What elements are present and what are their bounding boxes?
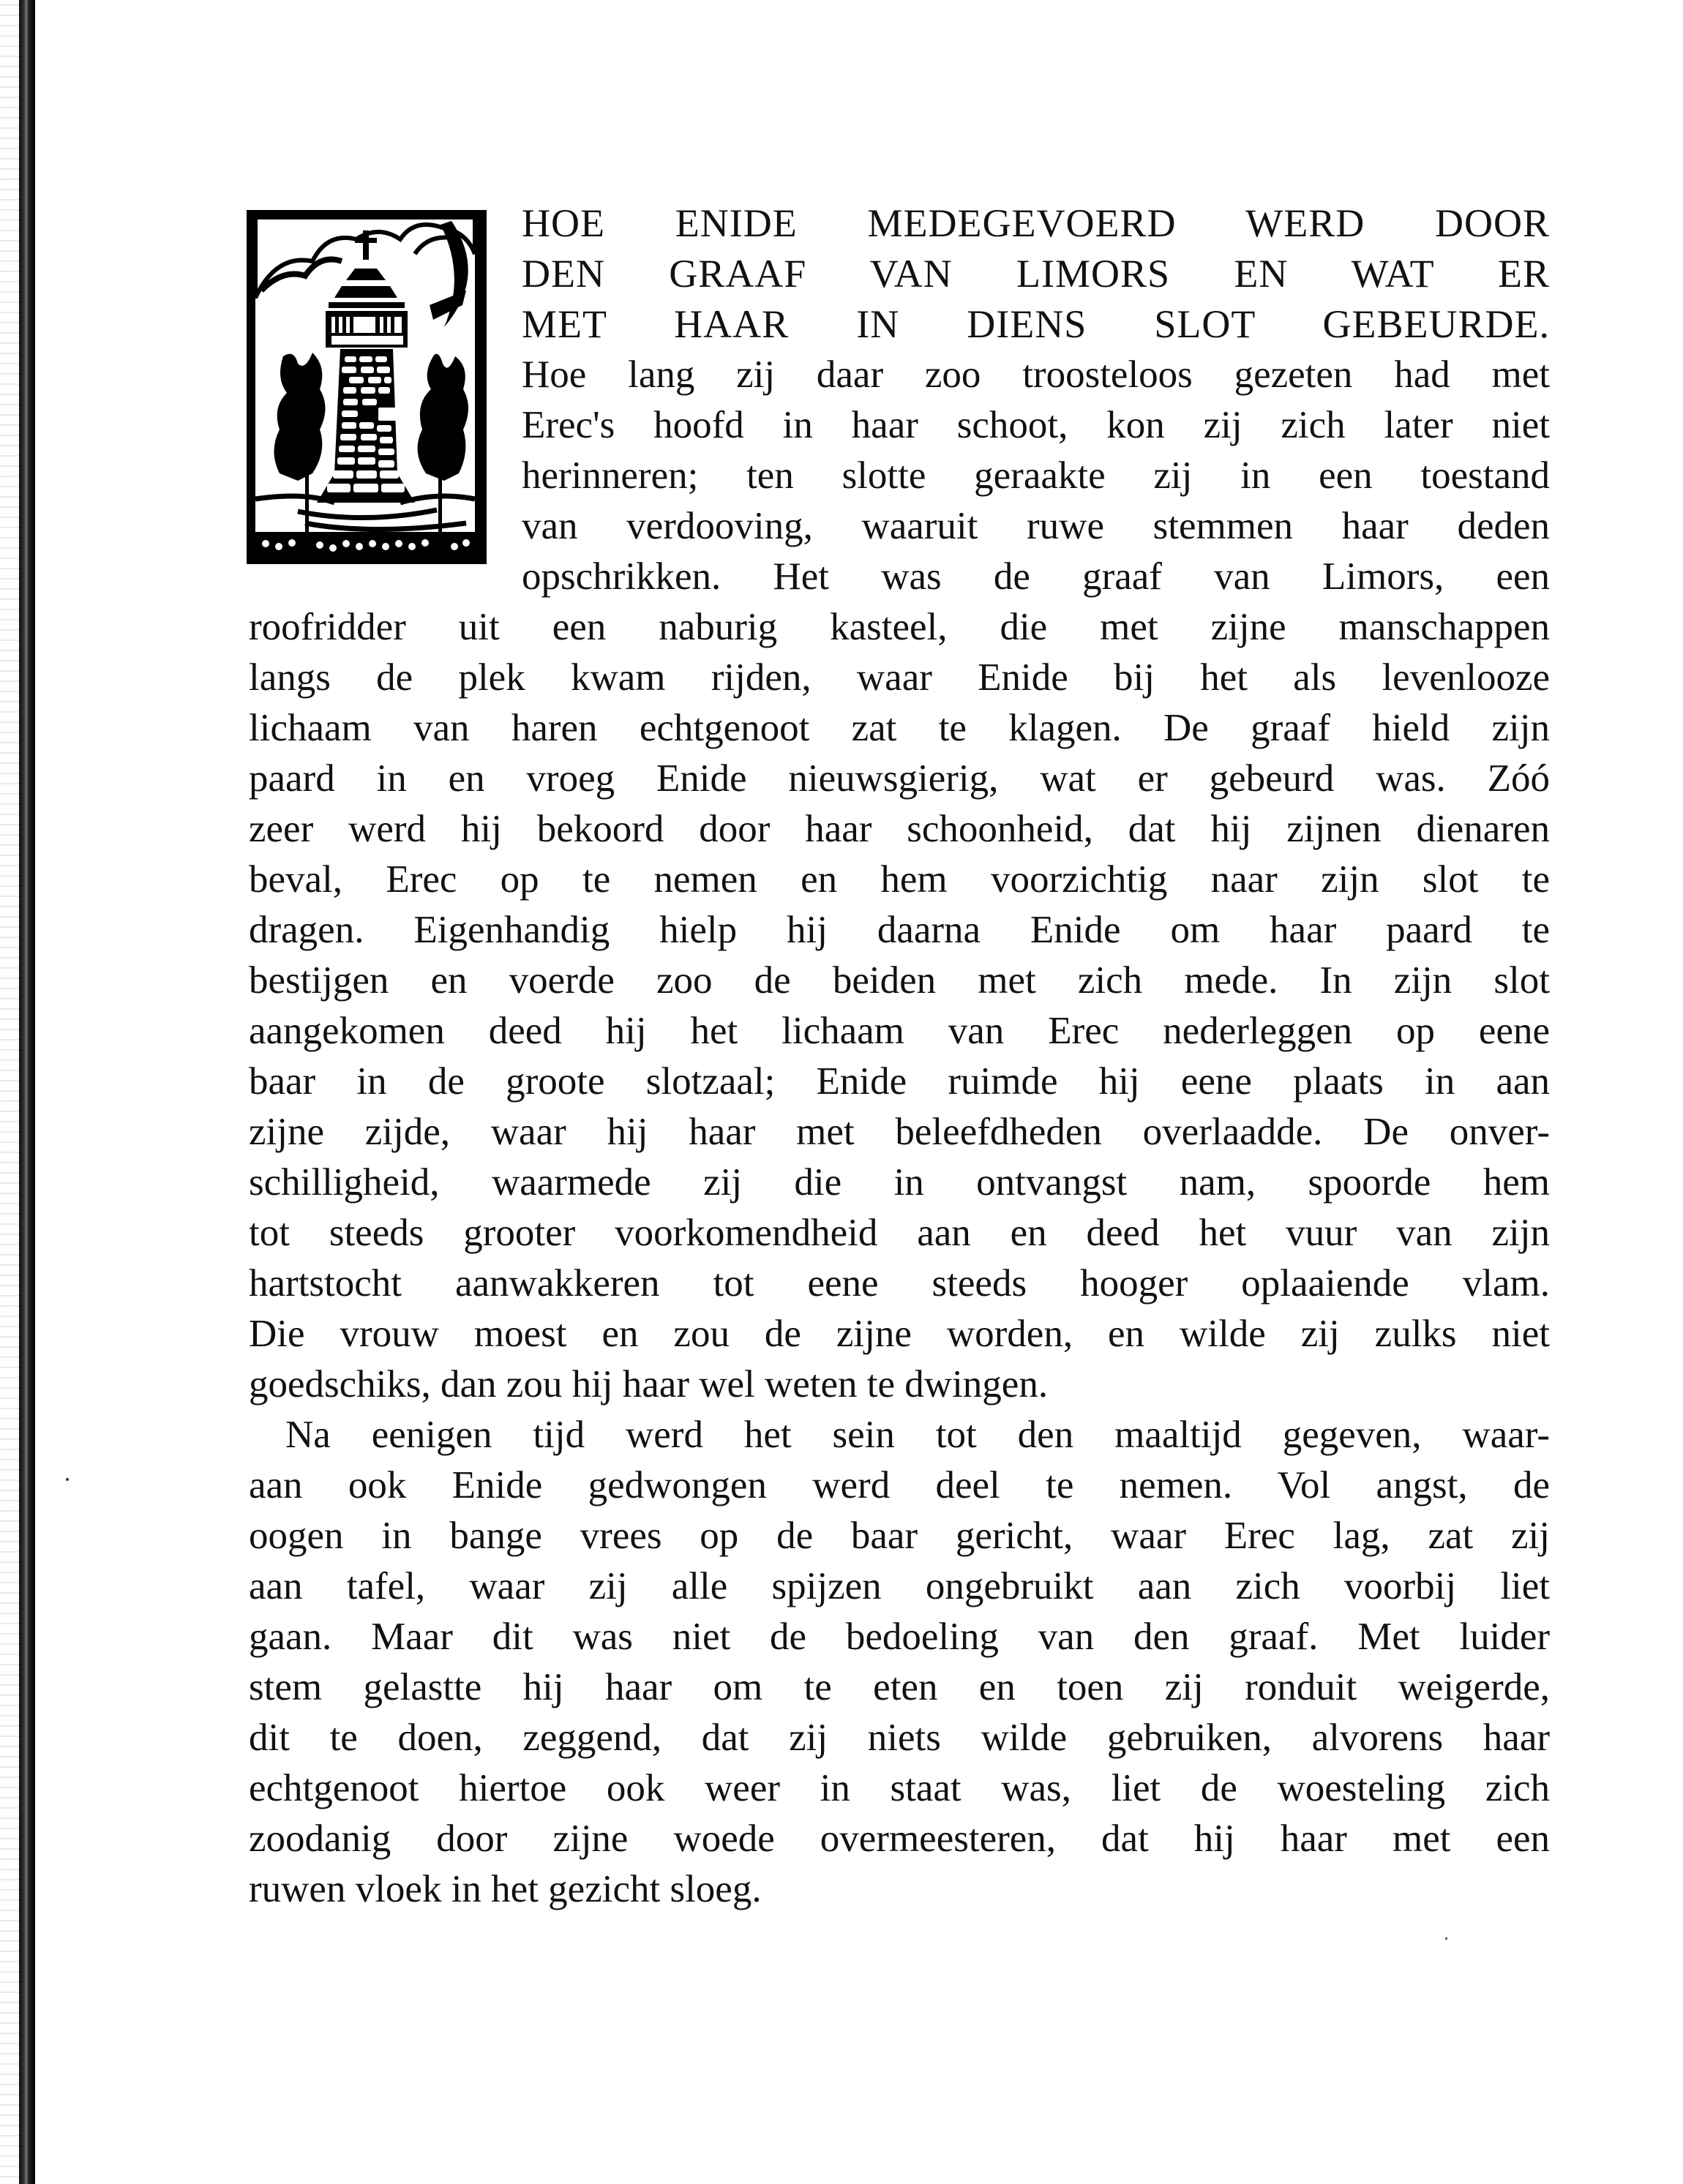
paragraph-line: baar in de groote slotzaal; Enide ruimde hij eene plaats in aan: [249, 1060, 1550, 1103]
paragraph-line: Erec's hoofd in haar schoot, kon zij zich later niet: [522, 404, 1550, 446]
paragraph-line: zijne zijde, waar hij haar met beleefdheden overlaadde. De onver-: [249, 1111, 1550, 1153]
paragraph-line: echtgenoot hiertoe ook weer in staat was, liet de woesteling zich: [249, 1767, 1550, 1809]
paragraph-line: hartstocht aanwakkeren tot eene steeds hooger oplaaiende vlam.: [249, 1262, 1550, 1305]
paragraph-line: zoodanig door zijne woede overmeesteren, dat hij haar met een: [249, 1817, 1550, 1860]
tower-woodcut-illustration: [247, 210, 487, 564]
scan-speck: [66, 1478, 69, 1481]
paragraph-line: aan tafel, waar zij alle spijzen ongebruikt aan zich voorbij liet: [249, 1565, 1550, 1607]
chapter-heading-line: HOE ENIDE MEDEGEVOERD WERD DOOR: [522, 201, 1550, 245]
paragraph-line: paard in en vroeg Enide nieuwsgierig, wat er gebeurd was. Zóó: [249, 757, 1550, 800]
paragraph-line: van verdooving, waaruit ruwe stemmen haar deden: [522, 505, 1550, 547]
paragraph-line: Hoe lang zij daar zoo troosteloos gezeten had met: [522, 353, 1550, 396]
paragraph-line: goedschiks, dan zou hij haar wel weten te dwingen.: [249, 1363, 1049, 1406]
paragraph-line: opschrikken. Het was de graaf van Limors, een: [522, 555, 1550, 598]
paragraph-line: herinneren; ten slotte geraakte zij in een toestand: [522, 454, 1550, 497]
paragraph-line: tot steeds grooter voorkomendheid aan en deed het vuur van zijn: [249, 1212, 1550, 1254]
paragraph-line: aan ook Enide gedwongen werd deel te nemen. Vol angst, de: [249, 1464, 1550, 1506]
paragraph-line: roofridder uit een naburig kasteel, die met zijne manschappen: [249, 606, 1550, 648]
paragraph-line: dit te doen, zeggend, dat zij niets wilde gebruiken, alvorens haar: [249, 1716, 1550, 1759]
paragraph-line: bestijgen en voerde zoo de beiden met zich mede. In zijn slot: [249, 959, 1550, 1002]
paragraph-line: Na eenigen tijd werd het sein tot den maaltijd gegeven, waar-: [285, 1414, 1550, 1456]
paragraph-line: aangekomen deed hij het lichaam van Erec nederleggen op eene: [249, 1010, 1550, 1052]
paragraph-line: zeer werd hij bekoord door haar schoonheid, dat hij zijnen dienaren: [249, 808, 1550, 850]
paragraph-line: Die vrouw moest en zou de zijne worden, en wilde zij zulks niet: [249, 1313, 1550, 1355]
paragraph-line: oogen in bange vrees op de baar gericht, waar Erec lag, zat zij: [249, 1515, 1550, 1557]
scan-speck: [1445, 1937, 1447, 1940]
paragraph-line: beval, Erec op te nemen en hem voorzichtig naar zijn slot te: [249, 858, 1550, 901]
paragraph-line: schilligheid, waarmede zij die in ontvangst nam, spoorde hem: [249, 1161, 1550, 1204]
chapter-heading-line: DEN GRAAF VAN LIMORS EN WAT ER: [522, 252, 1550, 296]
paragraph-line: lichaam van haren echtgenoot zat te klagen. De graaf hield zijn: [249, 707, 1550, 749]
paragraph-line: langs de plek kwam rijden, waar Enide bij het als levenlooze: [249, 656, 1550, 699]
paragraph-line: gaan. Maar dit was niet de bedoeling van den graaf. Met luider: [249, 1616, 1550, 1658]
chapter-heading-line: MET HAAR IN DIENS SLOT GEBEURDE.: [522, 302, 1550, 346]
paragraph-line: ruwen vloek in het gezicht sloeg.: [249, 1868, 762, 1910]
paragraph-line: stem gelastte hij haar om te eten en toen zij ronduit weigerde,: [249, 1666, 1550, 1708]
paragraph-line: dragen. Eigenhandig hielp hij daarna Enide om haar paard te: [249, 909, 1550, 951]
tower-icon: [247, 210, 487, 564]
